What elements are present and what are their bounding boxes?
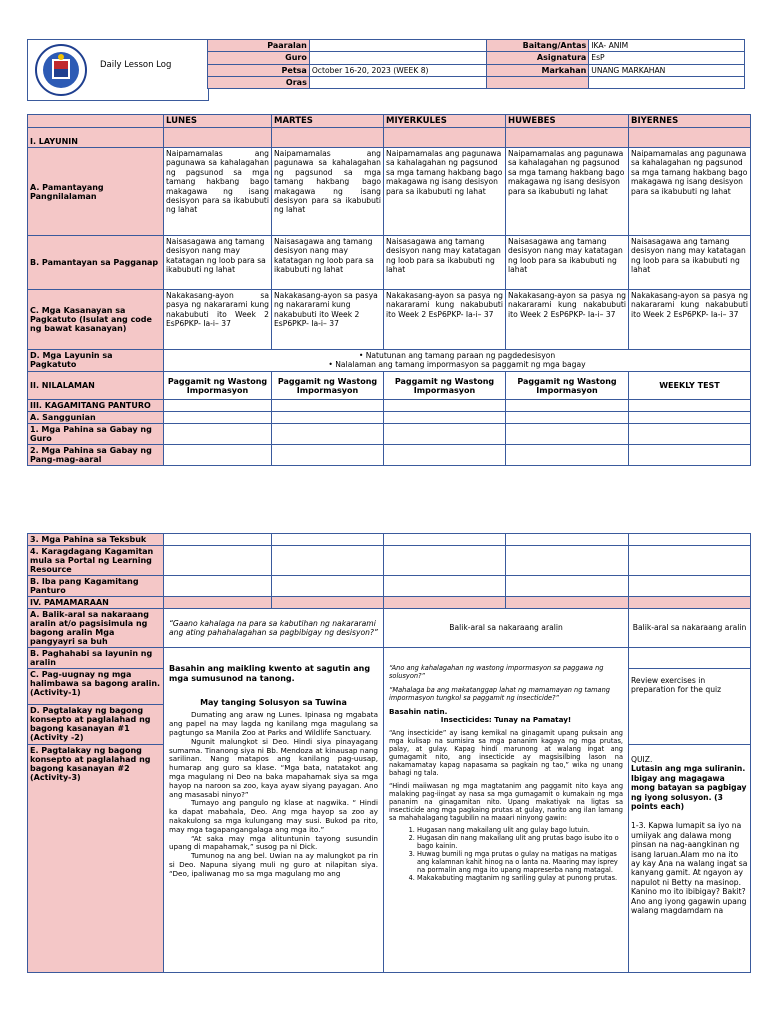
cell-c-mon: Nakakasang-ayon sa pasya ng nakararami kung nakabubuti ito Week 2 EsP6PKP- Ia-i– 37 [164,290,272,350]
cell-balik-mon: “Gaano kahalaga na para sa kabutihan ng nakararami ang ating pahahalagahan sa pagbibigay ng desisyon?” [164,609,384,648]
row-label-gabay-aaral: 2. Mga Pahina sa Gabay ng Pang-mag-aaral [28,445,164,466]
cell-a-fri: Naipamamalas ang pagunawa sa kahalagahan ng pagsunod sa mga tamang hakbang bago makagawa ng isang desisyon para sa ikabubuti ng lahat [629,148,751,236]
row-label-layunin-sa-pagkatuto: D. Mga Layunin sa Pagkatuto [28,350,164,372]
section-nilalaman: II. NILALAMAN [28,372,164,400]
cell-review-fri: Review exercises in preparation for the quiz [629,669,751,745]
quiz-label: QUIZ. [631,755,653,764]
header-label: Guro [208,52,310,64]
section-kagamitan: III. KAGAMITANG PANTURO [28,400,164,412]
cell-c-thu: Nakakasang-ayon sa pasya ng nakararami kung nakabubuti ito Week 2 EsP6PKP- Ia-i– 37 [506,290,629,350]
row-label-pamantayang-pangnilalaman: A. Pamantayang Pangnilalaman [28,148,164,236]
header-value: EsP [589,52,745,64]
list-item: 3. Huwag bumili ng mga prutas o gulay na matigas na matigas ang kalamnan kahit hinog na o lanta na. Maaring may isprey na pormalin ang mga ito upang mapreserba nang matagal. [417,850,623,874]
cell-a-wed: Naipamamalas ang pagunawa sa kahalagahan ng pagsunod sa mga tamang hakbang bago makagawa ng isang desisyon para sa ikabubuti ng lahat [384,148,506,236]
cell-b-thu: Naisasagawa ang tamang desisyon nang may katatagan ng loob para sa ikabubuti ng lahat [506,236,629,290]
list-item: 4. Makakabuting magtanim ng sariling gulay at punong prutas. [417,874,623,882]
story-paragraph: Tumayo ang pangulo ng klase at nagwika. “ Hindi ka dapat mabahala, Deo. Ang mga hayop sa zoo ay nakakulong sa mga kulungang may susi. Bukod pa rito, may mga tagapangangalaga ang mga ito.” [169,798,378,834]
list-item: 2. Hugasan din nang makailang ulit ang prutas bago isubo ito o bago kainin. [417,834,623,850]
story-intro: Basahin ang maikling kwento at sagutin ang mga sumusunod na tanong. [169,664,371,683]
header-title: Daily Lesson Log [100,60,172,70]
header-label: Asignatura [487,52,589,64]
header-label: Petsa [208,64,310,76]
row-label-teksbuk: 3. Mga Pahina sa Teksbuk [28,534,164,546]
cell-nilalaman-thu: Paggamit ng Wastong Impormasyon [506,372,629,400]
row-label-karagdagang: 4. Karagdagang Kagamitan mula sa Portal ng Learning Resource [28,546,164,576]
cell-nilalaman-fri: WEEKLY TEST [629,372,751,400]
wed-title: Insecticides: Tunay na Pamatay! [440,715,572,724]
story-paragraph: Tumunog na ang bel. Uwian na ay malungkot pa rin si Deo. Napuna siyang muli ng guro at nilapitan siya. “Deo, ipaliwanag mo sa mga magulang mo ang [169,851,378,878]
cell-c-wed: Nakakasang-ayon sa pasya ng nakararami kung nakabubuti ito Week 2 EsP6PKP- Ia-i– 37 [384,290,506,350]
day-header: LUNES [164,115,272,128]
cell-nilalaman-tue: Paggamit ng Wastong Impormasyon [272,372,384,400]
deped-seal-icon [34,43,88,97]
row-label-pamantayan-sa-pagganap: B. Pamantayan sa Pagganap [28,236,164,290]
cell-c-tue: Nakakasang-ayon sa pasya ng nakararami kung nakabubuti ito Week 2 EsP6PKP- Ia-i– 37 [272,290,384,350]
cell-nilalaman-mon: Paggamit ng Wastong Impormasyon [164,372,272,400]
header-label: Baitang/Antas [487,40,589,52]
objective-item: • Nalalaman ang tamang impormasyon sa paggamit ng mga bagay [328,360,586,370]
header-value [589,77,745,89]
wed-read-prompt: Basahin natin. [389,707,448,716]
row-label-paghahabi: B. Paghahabi sa layunin ng aralin [28,648,164,669]
cell-balik-wed: Balik-aral sa nakaraang aralin [384,609,629,648]
cell-b-tue: Naisasagawa ang tamang desisyon nang may katatagan ng loob para sa ikabubuti ng lahat [272,236,384,290]
day-header: BIYERNES [629,115,751,128]
row-label-balik-aral: A. Balik-aral sa nakaraang aralin at/o pagsisimula ng bagong aralin Mga pangyayri sa buh [28,609,164,648]
wed-tips-list [389,826,623,882]
cell-quiz-fri [629,745,751,973]
cell-balik-fri: Balik-aral sa nakaraang aralin [629,609,751,648]
cell-a-tue: Naipamamalas ang pagunawa sa kahalagahan ng pagsunod sa mga tamang hakbang bago makagawa ng isang desisyon para sa ikabubuti ng lahat [272,148,384,236]
header-value: October 16-20, 2023 (WEEK 8) [309,64,487,76]
row-label-pag-uugnay: C. Pag-uugnay ng mga halimbawa sa bagong aralin. (Activity-1) [28,669,164,705]
section-pamamaraan: IV. PAMAMARAAN [28,597,164,609]
wed-question-1: “Ano ang kahalagahan ng wastong impormasyon sa paggawa ng solusyon?” [389,664,604,680]
row-label-iba-pang-kagamitan: B. Iba pang Kagamitang Panturo [28,576,164,597]
day-header: MARTES [272,115,384,128]
cell-nilalaman-wed: Paggamit ng Wastong Impormasyon [384,372,506,400]
header-label: Paaralan [208,40,310,52]
cell-a-thu: Naipamamalas ang pagunawa sa kahalagahan ng pagsunod sa mga tamang hakbang bago makagawa ng isang desisyon para sa ikabubuti ng lahat [506,148,629,236]
cell-story-mon [164,648,384,973]
cell-b-mon: Naisasagawa ang tamang desisyon nang may katatagan ng loob para sa ikabubuti ng lahat [164,236,272,290]
row-label-pagtalakay-2: E. Pagtalakay ng bagong konsepto at paglalahad ng bagong kasanayan #2 (Activity-3) [28,745,164,973]
day-header: MIYERKULES [384,115,506,128]
header-info-table [207,39,745,89]
wed-paragraph-1: “Ang insecticide” ay isang kemikal na ginagamit upang puksain ang mga kulisap na sumisira sa mga pananim kagaya ng mga prutas, palay, at gulay. Kapag hindi marunong at walang ingat ang gumagamit nito, ang insecticide ay magsisilbing lason na nakamamatay kapag napasama sa pagkain ng tao,” wika ng unang bahagi ng tala. [389,729,623,777]
row-label-kasanayan: C. Mga Kasanayan sa Pagkatuto (Isulat ang code ng bawat kasanayan) [28,290,164,350]
cell-a-mon: Naipamamalas ang pagunawa sa kahalagahan ng pagsunod sa mga tamang hakbang bago makagawa ng isang desisyon para sa ikabubuti ng lahat [164,148,272,236]
header-value [309,40,487,52]
story-paragraph: Ngunit malungkot si Deo. Hindi siya pinayagang sumama. Tinanong siya ni Bb. Mendoza at kinausap nang sarilinan. Nang matapos ang kanilang pag-uusap, humarap ang guro sa klase. “Mga bata, natatakot ang mga magulang ni Deo na baka mapahamak siya sa mga hayop na naroon sa zoo, kaya ayaw siyang payagan. Ano ang masasabi ninyo?” [169,736,378,799]
header-label [487,77,589,89]
story-body [169,711,378,878]
day-header-blank [28,115,164,128]
row-label-gabay-guro: 1. Mga Pahina sa Gabay ng Guro [28,424,164,445]
cell-b-fri: Naisasagawa ang tamang desisyon nang may katatagan ng loob para sa ikabubuti ng lahat [629,236,751,290]
lesson-table-bottom [27,533,751,973]
header-value [309,52,487,64]
story-paragraph: Dumating ang araw ng Lunes. Ipinasa ng mgabata ang papel na may lagda ng kanilang mga magulang sa pagtungo sa Manila Zoo at Parks and Wildlife Sanctuary. [169,710,378,737]
row-label-sanggunian: A. Sanggunian [28,412,164,424]
header-value: UNANG MARKAHAN [589,64,745,76]
wed-question-2: “Mahalaga ba ang makatanggap lahat ng mamamayan ng tamang impormasyon tungkol sa paggamit ng insecticide?” [389,686,610,702]
section-layunin: I. LAYUNIN [28,128,164,148]
wed-paragraph-2: “Hindi maiiwasan ng mga magtatanim ang paggamit nito kaya ang malaking pag-iingat ay nasa sa mga gumagamit o kumakain ng mga pananim na ginagamitan nito. Upang makatiyak na ligtas sa insecticide ang mga pagkaing prutas at gulay, narito ang ilan lamang sa mahahalagang tagubilin na maaari ninyong gawin: [389,782,623,822]
day-header: HUWEBES [506,115,629,128]
list-item: 1. Hugasan nang makailang ulit ang gulay bago lutuin. [417,826,623,834]
story-title: May tanging Solusyon sa Tuwina [200,698,347,707]
cell-insecticide-wed [384,648,629,973]
header-label: Oras [208,77,310,89]
quiz-instructions: Lutasin ang mga suliranin. Ibigay ang magagawa mong batayan sa pagbigay ng iyong solusyon. (3 points each) [631,764,747,812]
cell-b-wed: Naisasagawa ang tamang desisyon nang may katatagan ng loob para sa ikabubuti ng lahat [384,236,506,290]
header-value: IKA- ANIM [589,40,745,52]
lesson-table-top [27,114,751,466]
header-label: Markahan [487,64,589,76]
objective-item: • Natutunan ang tamang paraan ng pagdedesisyon [358,351,556,360]
story-paragraph: “At saka may mga alituntunin tayong susundin upang di mapahamak,” susog pa ni Dick. [169,833,378,852]
cell-d-objectives [164,350,751,372]
quiz-question: 1-3. Kapwa lumapit sa iyo na umiiyak ang dalawa mong pinsan na nag-aangkinan ng isang laruan.Alam mo na ito ay kay Ana na walang ingat sa kanyang gamit. At ngayon ay napulot ni Betty na masinop. Kanino mo ito ibibigay? Bakit? Ano ang iyong gagawin upang walang magdamdam na [631,821,748,916]
header-logo-box [27,39,209,101]
header-value [309,77,487,89]
cell-c-fri: Nakakasang-ayon sa pasya ng nakararami kung nakabubuti ito Week 2 EsP6PKP- Ia-i– 37 [629,290,751,350]
row-label-pagtalakay-1: D. Pagtalakay ng bagong konsepto at paglalahad ng bagong kasanayan #1 (Activity -2) [28,705,164,745]
